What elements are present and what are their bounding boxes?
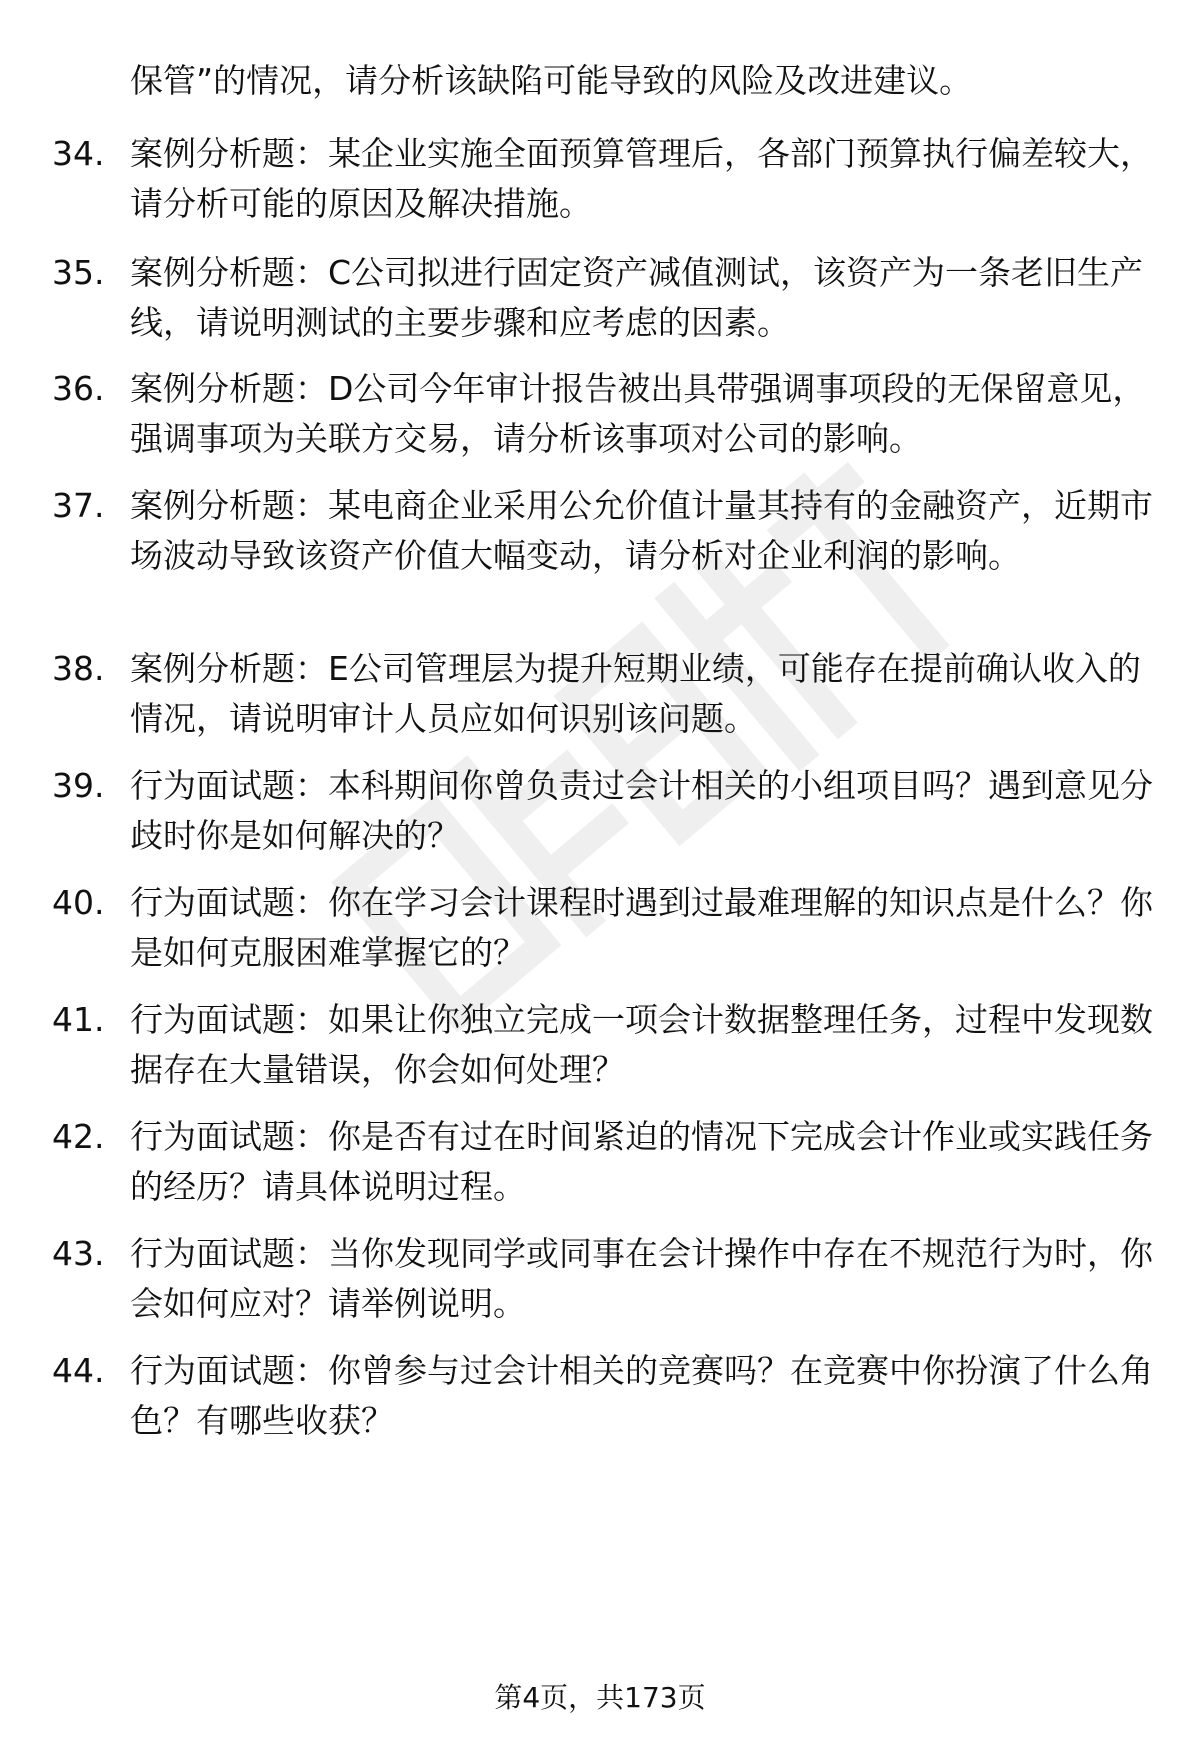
question-text: 行为面试题：当你发现同学或同事在会计操作中存在不规范行为时，你会如何应对？请举例说明。 <box>130 1234 1153 1323</box>
question-text: 案例分析题：E公司管理层为提升短期业绩，可能存在提前确认收入的情况，请说明审计人员应如何识别该问题。 <box>130 649 1141 738</box>
question-number: 37. <box>52 486 105 525</box>
page-footer: 第4页，共173页 <box>494 1681 706 1714</box>
question-number: 39. <box>52 766 105 805</box>
question-number: 41. <box>52 1000 105 1039</box>
question-text: 案例分析题：某企业实施全面预算管理后，各部门预算执行偏差较大，请分析可能的原因及解决措施。 <box>130 134 1153 223</box>
question-text: 案例分析题：C公司拟进行固定资产减值测试，该资产为一条老旧生产线，请说明测试的主要步骤和应考虑的因素。 <box>130 253 1144 342</box>
question-text: 案例分析题：某电商企业采用公允价值计量其持有的金融资产，近期市场波动导致该资产价值大幅变动，请分析对企业利润的影响。 <box>130 486 1153 575</box>
question-text: 行为面试题：你是否有过在时间紧迫的情况下完成会计作业或实践任务的经历？请具体说明过程。 <box>130 1117 1153 1206</box>
question-number: 38. <box>52 649 105 688</box>
question-number: 35. <box>52 253 105 292</box>
question-text: 案例分析题：D公司今年审计报告被出具带强调事项段的无保留意见，强调事项为关联方交易，请分析该事项对公司的影响。 <box>130 369 1146 458</box>
question-text: 行为面试题：你在学习会计课程时遇到过最难理解的知识点是什么？你是如何克服困难掌握它的？ <box>130 883 1153 972</box>
continuation-text: 保管”的情况，请分析该缺陷可能导致的风险及改进建议。 <box>130 61 973 100</box>
question-number: 36. <box>52 369 105 408</box>
question-number: 34. <box>52 134 105 173</box>
question-number: 40. <box>52 883 105 922</box>
question-number: 43. <box>52 1234 105 1273</box>
question-text: 行为面试题：本科期间你曾负责过会计相关的小组项目吗？遇到意见分歧时你是如何解决的？ <box>130 766 1153 855</box>
question-number: 42. <box>52 1117 105 1156</box>
question-number: 44. <box>52 1351 105 1390</box>
question-text: 行为面试题：如果让你独立完成一项会计数据整理任务，过程中发现数据存在大量错误，你会如何处理？ <box>130 1000 1153 1089</box>
question-text: 行为面试题：你曾参与过会计相关的竞赛吗？在竞赛中你扮演了什么角色？有哪些收获？ <box>130 1351 1153 1440</box>
